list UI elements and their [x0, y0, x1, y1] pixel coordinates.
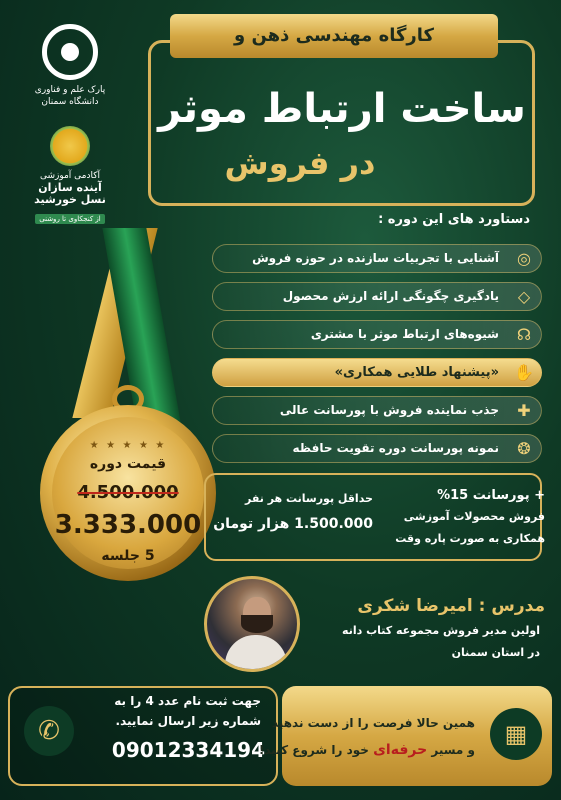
instructor-desc-line1: اولین مدیر فروش مجموعه کتاب دانه	[342, 624, 540, 637]
achievement-text: آشنایی با تجربیات سازنده در حوزه فروش	[252, 251, 499, 265]
title-tab: کارگاه مهندسی ذهن و	[170, 14, 498, 58]
commission-parttime: همکاری به صورت پاره وقت	[395, 532, 545, 545]
cta-line1: همین حالا فرصت را از دست ندهید	[271, 716, 475, 730]
achievement-text: جذب نماینده فروش با پورسانت عالی	[279, 403, 499, 417]
academy-logo-icon	[50, 126, 90, 166]
commission-products: فروش محصولات آموزشی	[403, 510, 545, 523]
sessions-count: 5 جلسه	[101, 548, 155, 564]
academy-line3: نسل خورشید	[34, 193, 106, 206]
park-logo-icon	[42, 24, 98, 80]
park-logo-text: پارک علم و فناوری دانشگاه سمنان	[34, 85, 106, 107]
achievement-item-highlight	[212, 358, 542, 387]
calendar-icon: ▦	[490, 708, 542, 760]
old-price: 4.500.000	[77, 482, 179, 503]
achievement-item	[212, 244, 542, 273]
cta-line2: و مسیر حرفه‌ای خود را شروع کنید!	[258, 742, 475, 758]
handshake-icon: ✋	[514, 363, 534, 382]
achievement-text: یادگیری چگونگی ارائه ارزش محصول	[282, 289, 499, 303]
logo-column	[10, 10, 130, 223]
achievement-item	[212, 396, 542, 425]
register-line1: جهت ثبت نام عدد 4 را به	[114, 694, 261, 708]
target-icon: ◎	[517, 249, 531, 268]
instructor-name: مدرس : امیرضا شکری	[357, 596, 545, 616]
medal-stars: ★ ★ ★ ★ ★	[89, 440, 167, 451]
phone-icon[interactable]: ✆	[24, 706, 74, 756]
brain-icon: ❂	[517, 439, 531, 458]
headset-icon: ☊	[516, 325, 532, 344]
page-subtitle: در فروش	[224, 144, 376, 182]
achievement-text: شیوه‌های ارتباط موثر با مشتری	[310, 327, 499, 341]
page-title: ساخت ارتباط موثر	[158, 86, 526, 132]
instructor-photo	[204, 576, 300, 672]
academy-tagline: از کنجکاوی تا روشنی	[35, 214, 104, 224]
commission-percent: + پورسانت 15%	[437, 488, 545, 503]
commission-min-label: حداقل پورسانت هر نفر	[244, 492, 373, 505]
achievement-item	[212, 320, 542, 349]
register-line2: شماره زیر ارسال نمایید.	[115, 714, 261, 728]
achievement-item	[212, 434, 542, 463]
achievement-text: «پیشنهاد طلایی همکاری»	[334, 365, 499, 380]
academy-line2: آینده سازان	[38, 181, 102, 194]
academy-line1: آکادمی آموزشی	[39, 171, 101, 181]
price-label: قیمت دوره	[89, 456, 167, 472]
commission-min-value: 1.500.000 هزار تومان	[213, 516, 373, 532]
phone-number[interactable]: 09012334194	[111, 738, 265, 762]
achievements-heading: دستاورد های این دوره :	[378, 212, 530, 227]
new-price: 3.333.000	[54, 510, 202, 540]
achievement-text: نمونه پورسانت دوره تقویت حافظه	[292, 441, 499, 455]
achievement-item	[212, 282, 542, 311]
diamond-icon: ◇	[517, 287, 531, 306]
instructor-desc-line2: در استان سمنان	[451, 646, 540, 659]
add-user-icon: ✚	[517, 401, 531, 420]
